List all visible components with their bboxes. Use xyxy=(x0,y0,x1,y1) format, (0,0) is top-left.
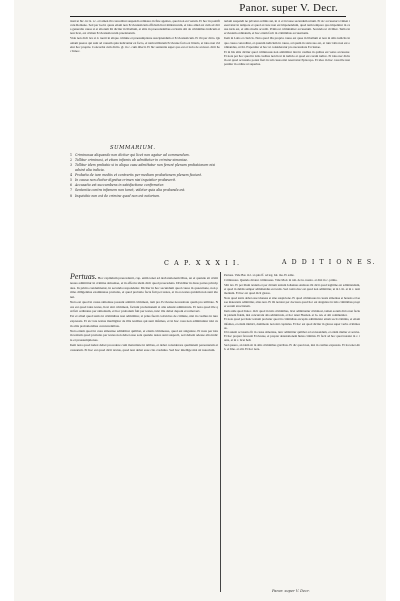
lower-right-paragraph: Ubi autem accusatio fit in causa simoniae, tunc admittitur quilibet ad accusandum, et etiam mulier et servus. Et hoc propter favorem Ecclesiae, et propter detestationem huius criminis. Et facit ad hoc quod notatur in c. tanta, et in c. licet heli. xyxy=(224,330,360,343)
lower-left-paragraph: Nota etiam quod in casu simoniae admittitur quilibet, et etiam criminosus, quod est singulare. Et nota per istum textum quod probatio per testes non debet esse sola quando testes sunt suspecti, sed debent adesse alia indicia et praesumptiones. xyxy=(70,328,218,342)
summary-item-number: 2 xyxy=(70,158,73,163)
lower-right-column xyxy=(224,273,360,591)
lower-right-paragraph: Et nota quod per hunc textum probatur quod in criminibus exceptis admittuntur etiam socii criminis, et etiam infames, et etiam inimici, dummodo non sint capitales. Et hoc est quod dicitur in glossa super verbo criminosus. xyxy=(224,317,360,330)
lower-right-paragraph: Sibi lex. Et per illum textum et per dictum textum Iohannes Andreas ibi dicit quod legitime est admittendum, et quod in dubiis semper admittendus est testis. Sed contra hoc est quod non admittitur, ut in l. iii. et in c. testimonium. Et hoc est quod dicit glossa. xyxy=(224,282,360,295)
lower-right-paragraph: Pertuas. Vide Bar. in l. si quis ff. ad leg. Iul. ma. Et adde. xyxy=(224,273,295,277)
lower-left-paragraph-text: Hoc capitulum praecedenti, cap. enim tenet ad declarationem illius, an et quando sit criminosus admittitur in crimine simoniae, et in effectu idem dicit quod praecedens. Dividitur in duas partes principales. In prima condemnatur, in secunda respondetur. Dicitur in hoc secundum quod causa in quaestione, non primo dilligentius examinatae probatio, et quod probatio facta fuit per testes, et in ea testes quidam non sunt idonei. xyxy=(70,276,218,299)
lower-left-paragraph: Item nota quod iudex debet procedere cum maturitate in talibus, et debet considerare qualitatem personarum et causarum. Et hoc est quod dicit textus, quod non debet esse cito credulus. Sed hoc intellige nisi sit notorium. xyxy=(70,343,218,352)
summary-list xyxy=(70,153,220,253)
lower-left-paragraph: Nota est quod in causa simoniae possunt admitti criminosi, tam pro Ecclesiae necessitate quam pro utilitate. Nota est quod tales testes, licet sint criminosi, faciunt probationem si alia adsunt adminicula. Et nota quod ille qui fuit ordinatus per simoniam, et hoc probatum fuit per testes, tunc ille debet deponi et removeri. xyxy=(70,299,218,314)
lead-word: Pertuas. xyxy=(70,273,97,281)
header-rule xyxy=(70,16,346,17)
summary-item-number: 1 xyxy=(70,153,73,157)
lower-left-column xyxy=(70,273,218,591)
upper-left-paragraph: Vide non dicit lex si d. tuerit in aliquo crimine et praesumptione suscipiendum et Ecclesiasticum. Et ibi per dicta. Quoniam pueros qui sunt ad causam quia iudicantur ex facto, et nam utilitatem Ecclesiae facta ex litteris, et ideo non videtur hoc proprie. Concordat cum dictis. gl. in c. cum dilecti. Et hic sententia super quo est et lacta de accusat. dicit hoc Innoc. xyxy=(70,36,220,53)
summary-item-number: 8 xyxy=(70,193,73,198)
additiones-heading: A D D I T I O N E S. xyxy=(282,259,377,266)
lower-right-paragraph: Nota quod testis debet esse idoneus et sine suspicione. Et quod criminosus in causis simoniae et heresis et laesae maiestatis admittitur, alias non. Et ibi notatur per doctores quod hoc est singulare in istis criminibus propter eorum atrocitatem. xyxy=(224,295,360,308)
lower-left-first-paragraph xyxy=(70,273,218,299)
upper-right-paragraph: Et in his aliis dicitur quod criminosus non admittitur nisi in casibus in quibus est verus accusator. Et nota per hoc quod in istis casibus non licet in iudicio et quod est coram iudice. Et ideo nec dictum est quod accusatio potest fieri in tali causa nisi reservatur Episcopo. Et ideo in hoc casu ille non ponitur in ordine ut superius. xyxy=(224,49,350,67)
lower-right-paragraph: Sed quaero, an idem sit in aliis criminibus gravibus. Et dic quod non, nisi in casibus expressis. Et ita tenet Abb. et Imo. et alii. Et hoc nota. xyxy=(224,343,360,352)
upper-right-column xyxy=(224,19,350,255)
document-page xyxy=(14,0,386,601)
page-header-title: Panor. super V. Decr. xyxy=(239,2,338,14)
summary-item-text: Inquisitio non est de crimine quod non est notorium. xyxy=(75,193,161,198)
summary-item-number: 3 xyxy=(70,163,73,168)
summary-item-text: Criminosus aliquando non dicitur qui licet non agatur ad commendum. xyxy=(75,153,190,157)
summary-item xyxy=(70,158,220,162)
page-signature: Panor. super V. Decr. xyxy=(272,589,310,593)
summary-item xyxy=(70,194,220,198)
summary-item xyxy=(70,183,220,187)
summary-item-text: In causa non dicitur dignitas crimen nisi inquisitor probaverit. xyxy=(75,178,176,183)
summary-item-text: Accusatio est succumbens in satisfactione confirmetur. xyxy=(75,183,164,188)
summary-item xyxy=(70,188,220,192)
summary-item-number: 7 xyxy=(70,188,73,193)
summary-item-text: Tollitur criminosi, et etiam infamis ab admittetur in crimine simoniae. xyxy=(75,158,189,163)
summary-item-text: Probatio de iure mediis et contrariis per mediam probationem plenam faciunt. xyxy=(75,172,202,177)
upper-left-column xyxy=(70,19,220,142)
lower-right-paragraph: Item adde quod Innoc. dicit quod in istis criminibus, licet admittantur criminosi, tamen eorum dicta non faciunt plenam fidem, nisi concurrant alia adminicula, et hoc tenet Hostien. et Io. An. et alii communiter. xyxy=(224,308,360,317)
summary-item xyxy=(70,163,220,171)
summary-item-text: Sententia contra infamem non tenet, videtur quia alia probanda est. xyxy=(75,188,186,193)
summary-item-text: Tollitur idem probatio si in aliquo casu admittatur non ferunt plenam probationem nisi adsint alia indicia. xyxy=(75,163,216,172)
lower-left-paragraph: Est et aliud quod testis in criminibus non admittitur, si prius fuerit convictus de crimine, nisi in casibus in iure expressis. Et sic iste textus intelligitur de illis testibus qui sunt infames, et in hoc casu non admittuntur nisi cum aliis probationibus concurrentibus. xyxy=(70,314,218,328)
summary-heading: SUMMARIUM. xyxy=(110,145,156,151)
summary-item-number: 6 xyxy=(70,183,73,188)
chapter-heading: C A P. X X X I I. xyxy=(164,259,241,267)
summary-item-number: 5 xyxy=(70,178,73,183)
column-divider xyxy=(220,272,221,592)
summary-item xyxy=(70,178,220,182)
summary-item xyxy=(70,153,220,157)
upper-right-paragraph: teriam suspendi ne privetur ordinis sui, in d. et in lasse secundum utrum. Et sic accusatori crimen reservatur in tempore et quod ex iure non est imponendum, quod nam tempore quo imponitur in causa iuris est, et aliis modis accedit. Prima ut criminaliter accusatum. Secunda ut civiliter. Tertia in ecclesiam ordinatum, et hoc etiam facit in criminibus accusationis. xyxy=(224,19,350,36)
upper-left-paragraph: tioni ut hic. in lx. i.c. et tamen ibi conceditur suspendi ordinatos in fine agentes, quod non est verum. Et hoc in pontificatu Romano. Sed per Gold. quare etiam non Ecclesiasticum officium licet ministrorum, et ideo aliud est cum ad dicta generalia causa si et aliorum ibi dicitur in libellum, et aliis in praecedentibus ecclesiis ubi de criminibus indicum ei non licet, est crimen Ecclesiasticorum praelatorum. xyxy=(70,19,220,36)
summary-item-number: 4 xyxy=(70,172,73,177)
upper-right-paragraph: Item in Laiis et clericis. Nota quod illa propria causa est quae in libellum et non in aliis iudiciis in quo causa conceditur, et quarum iudicium in causa, ad quam in statu suo est, et tunc talis non est ordinandus, ut ibi. Exponitur et hoc ut consideratur pro necessitate Ecclesiae. xyxy=(224,36,350,49)
lower-right-paragraph: Criminosus. Quando dicatur criminosus. Vide Mod. in rub. de iu. nostro. et dixi in c. primo. xyxy=(224,277,338,282)
summary-item xyxy=(70,173,220,177)
